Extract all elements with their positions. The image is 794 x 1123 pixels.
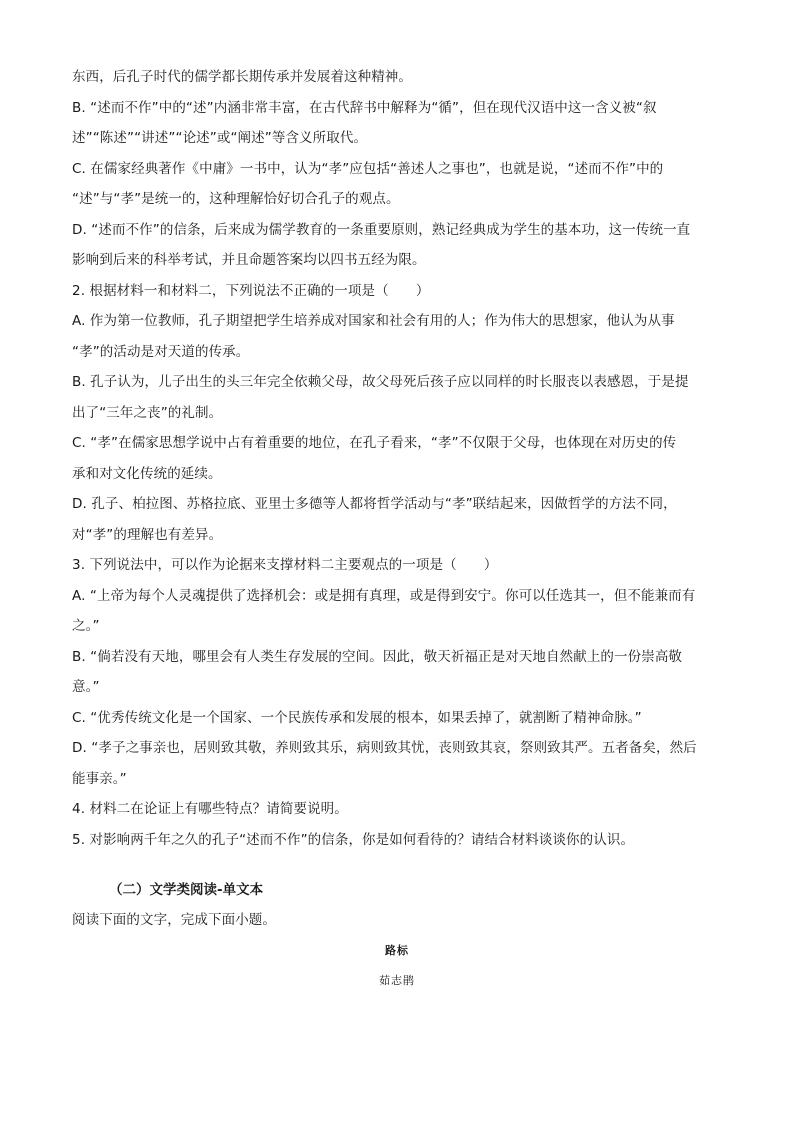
text-line: 出了“三年之丧”的礼制。 — [72, 404, 223, 421]
question-4-stem: 4. 材料二在论证上有哪些特点？请简要说明。 — [72, 801, 348, 817]
story-author: 茹志鹃 — [379, 973, 415, 987]
text-line: A. “上帝为每个人灵魂提供了选择机会：或是拥有真理，或是得到安宁。你可以任选其一，但不能兼而有 — [72, 587, 696, 604]
text-line: 东西，后孔子时代的儒学都长期传承并发展着这种精神。 — [72, 69, 412, 85]
text-line: 影响到后来的科举考试，并且命题答案均以四书五经为限。 — [72, 252, 426, 268]
text-line: “述”与“孝”是统一的，这种理解恰好切合孔子的观点。 — [72, 191, 400, 207]
text-line: 对“孝”的理解也有差异。 — [72, 526, 223, 543]
text-line: B. 孔子认为，儿子出生的头三年完全依赖父母，故父母死后孩子应以同样的时长服丧以表感恩，于是提 — [72, 374, 689, 390]
text-line: D. “孝子之事亲也，居则致其敬，养则致其乐，病则致其忧，丧则致其哀，祭则致其严。五者备矣，然后 — [72, 740, 697, 756]
text-line: B. “倘若没有天地，哪里会有人类生存发展的空间。因此，敬天祈福正是对天地自然献上的一份崇高敬 — [72, 648, 683, 665]
text-line: “孝”的活动是对天道的传承。 — [72, 343, 250, 360]
text-line: C. “优秀传统文化是一个国家、一个民族传承和发展的根本，如果丢掉了，就割断了精神命脉。” — [72, 709, 642, 726]
text-line: 能事亲。” — [72, 770, 127, 787]
question-body — [72, 62, 732, 855]
question-3-stem: 3. 下列说法中，可以作为论据来支撑材料二主要观点的一项是（ ） — [72, 557, 498, 573]
question-5-stem: 5. 对影响两千年之久的孔子“述而不作”的信条，你是如何看待的？请结合材料谈谈你的认识。 — [72, 831, 635, 848]
document-page — [72, 62, 732, 996]
text-line: C. 在儒家经典著作《中庸》一书中，认为“孝”应包括“善述人之事也”，也就是说，“述而不作”中的 — [72, 160, 664, 177]
text-line: D. “述而不作”的信条，后来成为儒学教育的一条重要原则，熟记经典成为学生的基本功，这一传统一直 — [72, 221, 691, 238]
text-line: 意。” — [72, 679, 100, 695]
section-heading: （二）文学类阅读-单文本 — [109, 882, 264, 898]
instruction-text: 阅读下面的文字，完成下面小题。 — [72, 912, 276, 928]
text-line: D. 孔子、柏拉图、苏格拉底、亚里士多德等人都将哲学活动与“孝”联结起来，因做哲学的方法不同， — [72, 496, 677, 512]
text-line: 述”“陈述”“讲述”“论述”或“阐述”等含义所取代。 — [72, 130, 368, 146]
story-title: 路标 — [385, 943, 409, 957]
text-line: B. “述而不作”中的“述”内涵非常丰富，在古代辞书中解释为“循”，但在现代汉语中这一含义被“叙 — [72, 99, 657, 116]
text-line: A. 作为第一位教师，孔子期望把学生培养成对国家和社会有用的人；作为伟大的思想家，他认为从事 — [72, 313, 675, 329]
question-2-stem: 2. 根据材料一和材料二，下列说法不正确的一项是（ ） — [72, 282, 430, 299]
text-line: C. “孝”在儒家思想学说中占有着重要的地位，在孔子看来，“孝”不仅限于父母，也体现在对历史的传 — [72, 435, 677, 451]
text-line: 之。” — [72, 618, 100, 634]
text-line: 承和对文化传统的延续。 — [72, 465, 222, 482]
